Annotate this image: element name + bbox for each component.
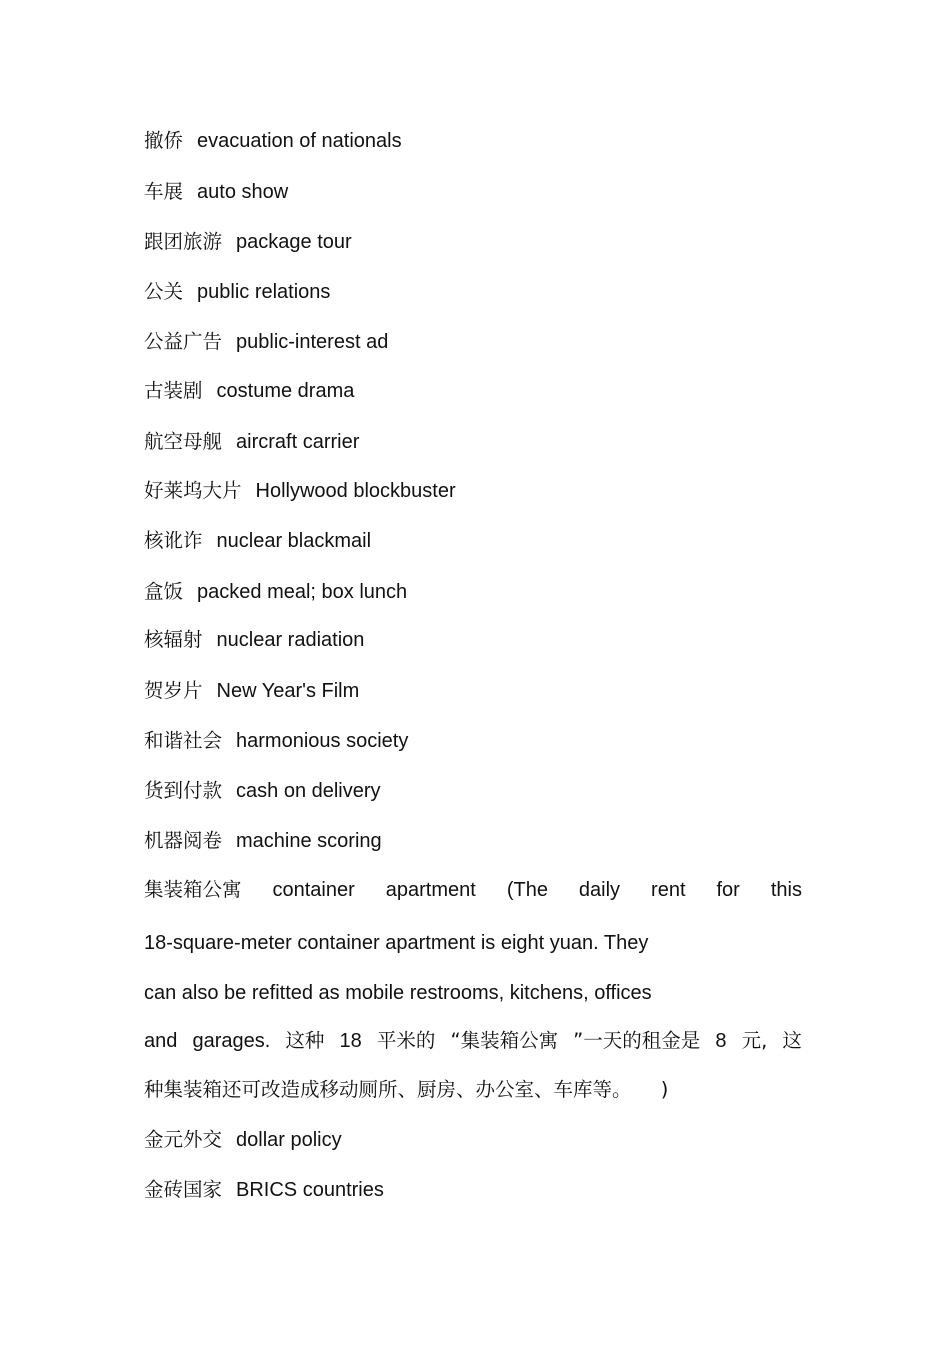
- text-word: 18: [339, 1030, 362, 1052]
- glossary-entry: [144, 129, 402, 153]
- text-word: “集装箱公寓: [450, 1029, 559, 1052]
- english-term: BRICS countries: [236, 1179, 384, 1201]
- text-word: ”一天的租金是: [573, 1029, 701, 1052]
- chinese-term: 公益广告: [144, 330, 223, 353]
- glossary-entry: [144, 280, 330, 304]
- chinese-term: 盒饭: [144, 580, 184, 603]
- english-term: packed meal; box lunch: [197, 581, 408, 603]
- text-word: 平米的: [376, 1029, 436, 1052]
- chinese-term: 货到付款: [144, 779, 223, 802]
- english-term: New Year's Film: [216, 680, 360, 702]
- chinese-term: 撤侨: [144, 129, 184, 152]
- text-word: 这种: [285, 1029, 325, 1052]
- english-term: cash on delivery: [236, 780, 381, 802]
- english-term: Hollywood blockbuster: [255, 480, 456, 502]
- chinese-term: 贺岁片: [144, 679, 203, 702]
- english-term: auto show: [197, 181, 289, 203]
- text-word: 这: [782, 1029, 802, 1052]
- chinese-term: 跟团旅游: [144, 230, 223, 253]
- glossary-entry: [144, 729, 408, 753]
- text-word: container: [272, 879, 355, 901]
- glossary-entry: [144, 628, 364, 652]
- text-word: rent: [651, 879, 686, 901]
- text-word: apartment: [385, 879, 476, 901]
- glossary-entry: [144, 529, 371, 553]
- glossary-entry: [144, 779, 381, 803]
- glossary-entry: [144, 829, 382, 853]
- english-term: public-interest ad: [236, 331, 389, 353]
- glossary-entry: [144, 580, 407, 604]
- english-term: aircraft carrier: [236, 431, 360, 453]
- text-word: daily: [578, 879, 621, 901]
- chinese-term: 好莱坞大片: [144, 479, 242, 502]
- text-word: garages.: [192, 1030, 271, 1052]
- text-word: and: [144, 1030, 178, 1052]
- chinese-term: 古装剧: [144, 379, 203, 402]
- container-apartment-entry-line-3: can also be refitted as mobile restrooms, kitchens, offices: [144, 982, 652, 1004]
- english-term: nuclear radiation: [216, 629, 365, 651]
- glossary-entry: [144, 679, 359, 703]
- container-apartment-entry-line-1: [144, 878, 802, 902]
- chinese-term: 航空母舰: [144, 430, 223, 453]
- container-apartment-entry-line-4: [144, 1029, 802, 1053]
- english-term: nuclear blackmail: [216, 530, 372, 552]
- chinese-term: 车展: [144, 180, 184, 203]
- english-term: machine scoring: [236, 830, 382, 852]
- glossary-entry: [144, 1178, 384, 1202]
- glossary-entry: [144, 330, 388, 354]
- english-term: evacuation of nationals: [197, 130, 402, 152]
- text-word: for: [716, 879, 740, 901]
- text-word: (The: [506, 879, 548, 901]
- english-term: package tour: [236, 231, 352, 253]
- container-apartment-entry-line-5: 种集装箱还可改造成移动厕所、厨房、办公室、车库等。 ): [144, 1078, 669, 1101]
- container-apartment-entry-line-2: 18-square-meter container apartment is eight yuan. They: [144, 932, 649, 954]
- glossary-entry: [144, 479, 456, 503]
- chinese-term: 集装箱公寓: [144, 878, 242, 901]
- text-word: 8: [715, 1030, 727, 1052]
- chinese-term: 公关: [144, 280, 184, 303]
- english-term: costume drama: [216, 380, 355, 402]
- chinese-term: 金元外交: [144, 1128, 223, 1151]
- english-term: public relations: [197, 281, 331, 303]
- chinese-term: 机器阅卷: [144, 829, 223, 852]
- chinese-term: 和谐社会: [144, 729, 223, 752]
- glossary-entry: [144, 180, 288, 204]
- glossary-entry: [144, 230, 352, 254]
- chinese-term: 核辐射: [144, 628, 203, 651]
- english-term: harmonious society: [236, 730, 409, 752]
- chinese-term: 金砖国家: [144, 1178, 223, 1201]
- text-word: 元,: [741, 1029, 768, 1052]
- glossary-entry: [144, 1128, 342, 1152]
- glossary-entry: [144, 379, 354, 403]
- text-word: this: [770, 879, 802, 901]
- english-term: dollar policy: [236, 1129, 342, 1151]
- chinese-term: 核讹诈: [144, 529, 203, 552]
- glossary-entry: [144, 430, 359, 454]
